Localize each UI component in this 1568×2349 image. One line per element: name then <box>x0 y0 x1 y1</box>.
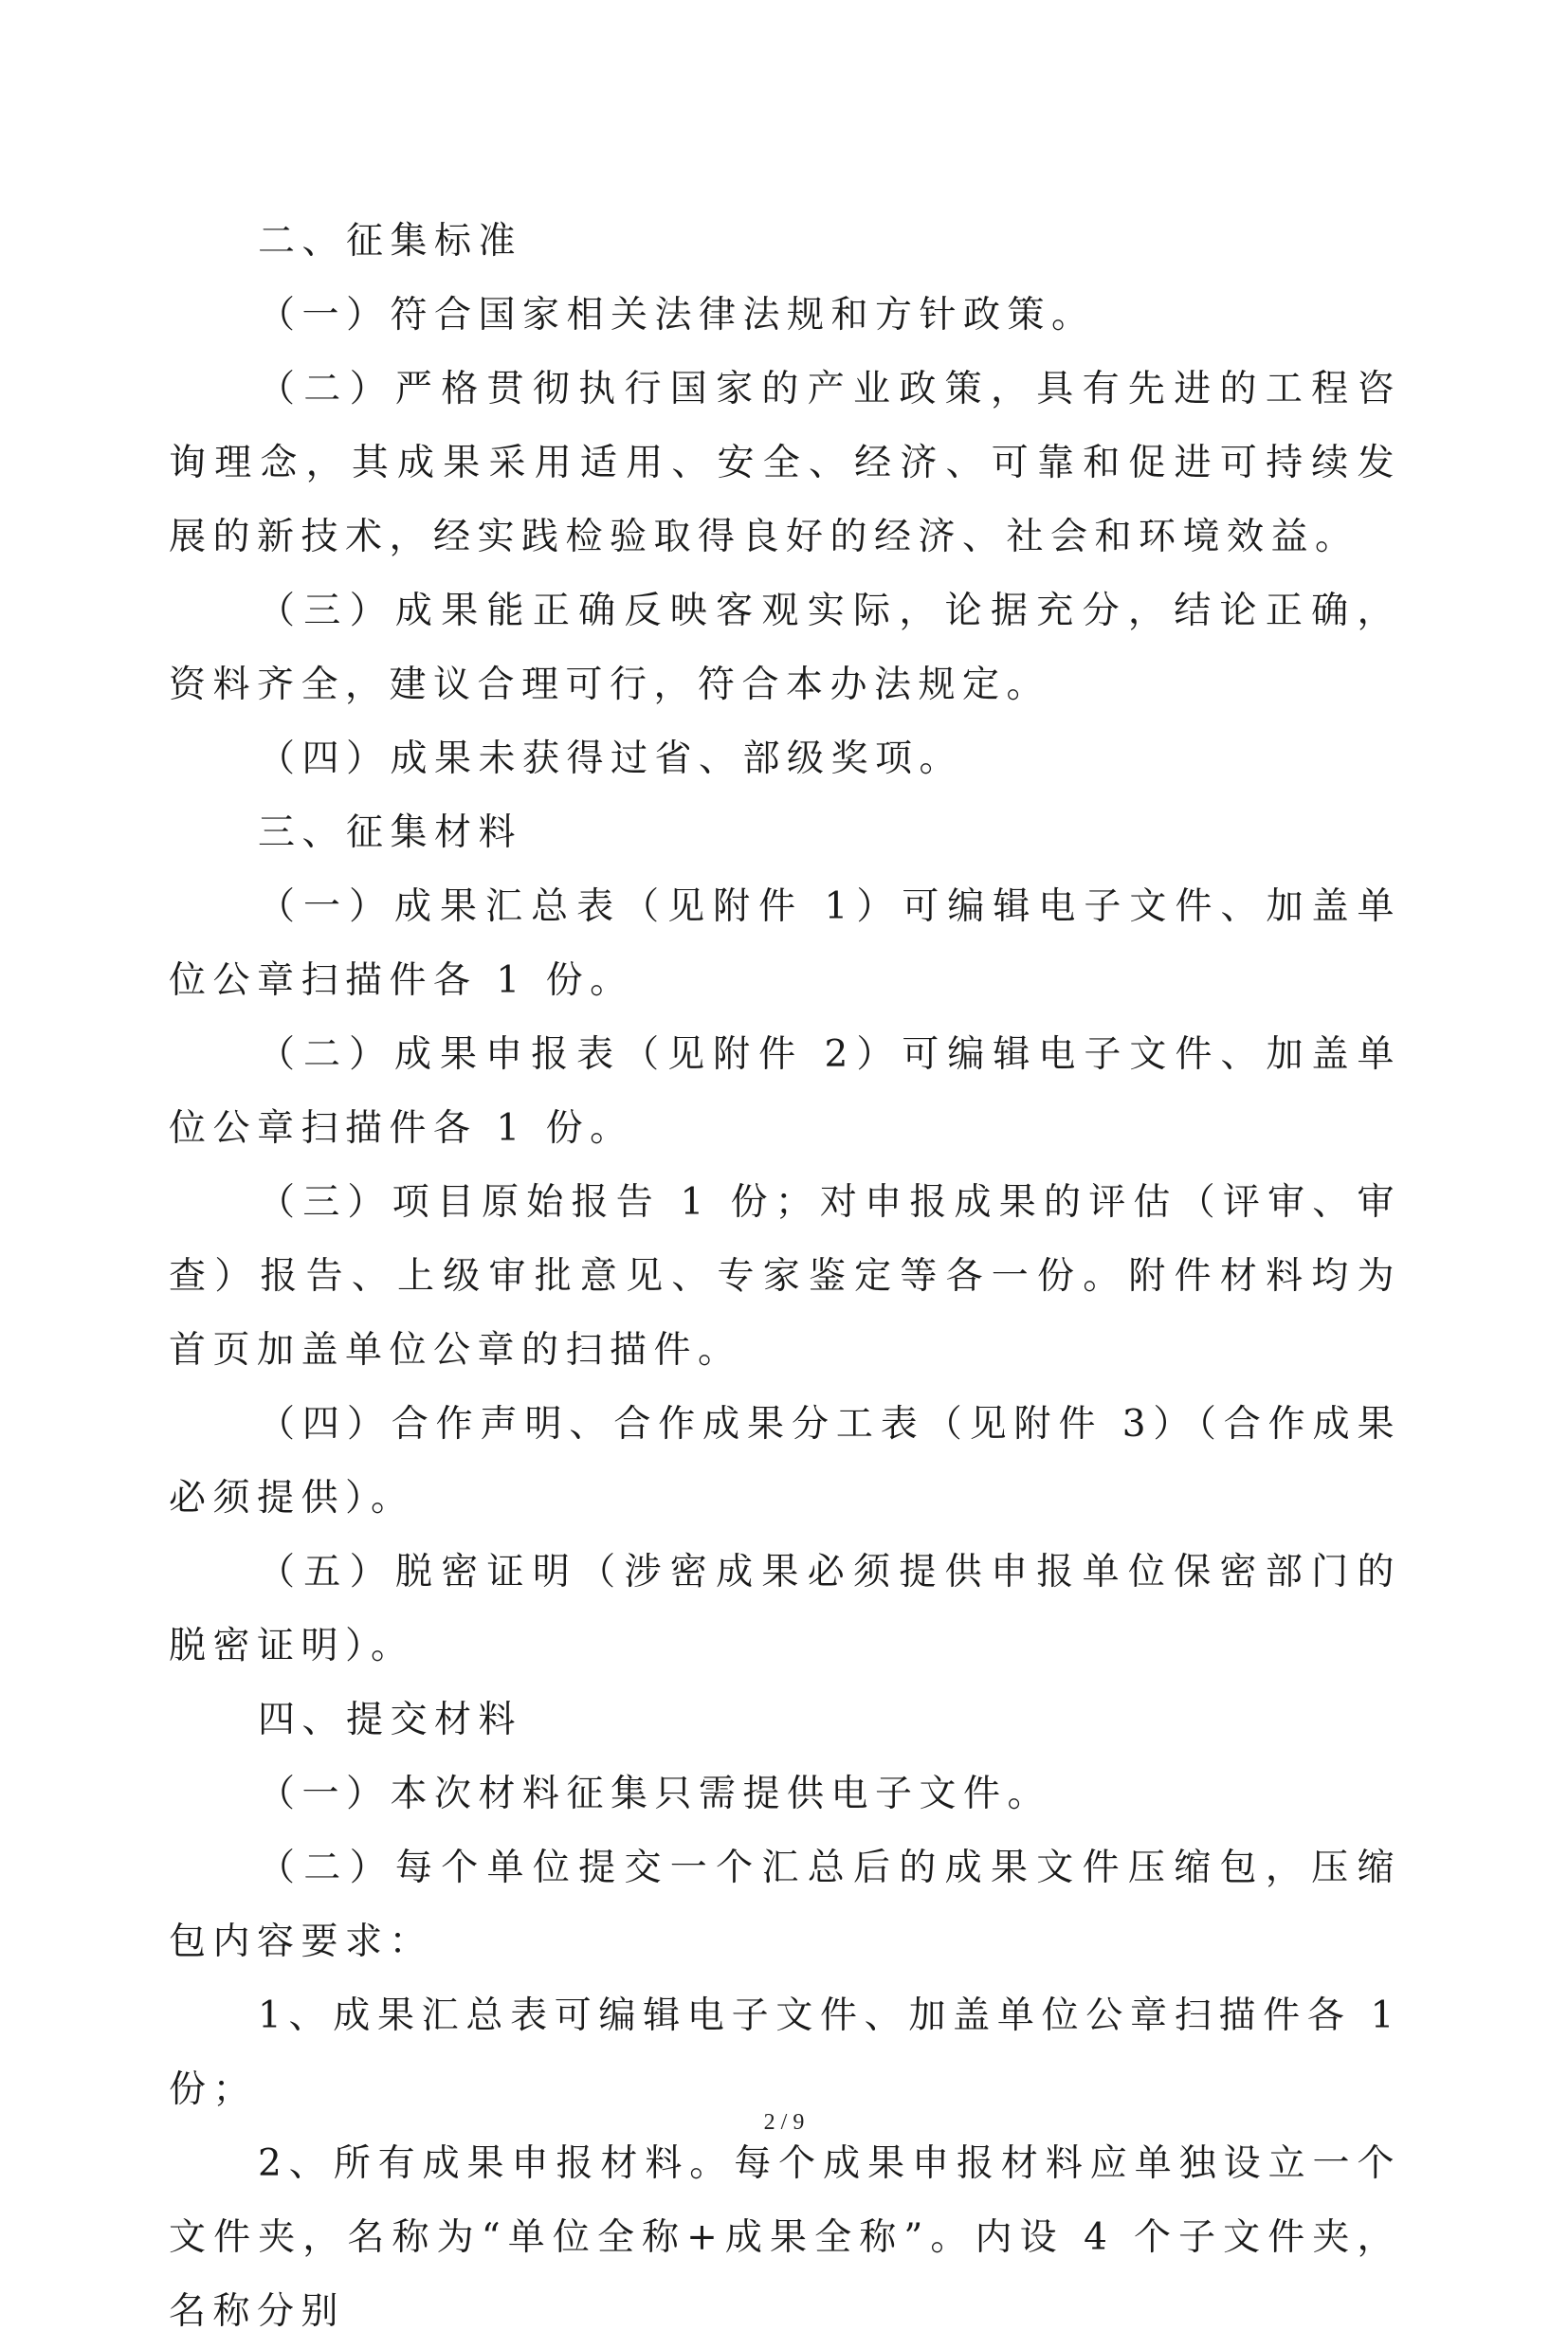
paragraph: （五）脱密证明（涉密成果必须提供申报单位保密部门的脱密证明）。 <box>169 1551 1401 1667</box>
paragraph: 1、成果汇总表可编辑电子文件、加盖单位公章扫描件各 1 份； <box>169 1994 1401 2111</box>
paragraph: （一）成果汇总表（见附件 1）可编辑电子文件、加盖单位公章扫描件各 1 份。 <box>169 885 1401 1002</box>
document-body <box>169 205 1401 2349</box>
paragraph: 2、所有成果申报材料。每个成果申报材料应单独设立一个文件夹，名称为“单位全称+成果全称”。内设 4 个子文件夹，名称分别 <box>169 2142 1401 2333</box>
paragraph: （二）成果申报表（见附件 2）可编辑电子文件、加盖单位公章扫描件各 1 份。 <box>169 1033 1401 1150</box>
section-heading: 二、征集标准 <box>258 220 523 263</box>
paragraph: （三）成果能正确反映客观实际，论据充分，结论正确，资料齐全，建议合理可行，符合本办法规定。 <box>169 590 1401 706</box>
paragraph: （三）项目原始报告 1 份；对申报成果的评估（评审、审查）报告、上级审批意见、专家鉴定等各一份。附件材料均为首页加盖单位公章的扫描件。 <box>169 1181 1401 1372</box>
paragraph: （二）每个单位提交一个汇总后的成果文件压缩包，压缩包内容要求： <box>169 1847 1401 1963</box>
paragraph: （四）成果未获得过省、部级奖项。 <box>258 737 964 780</box>
section-heading: 三、征集材料 <box>258 811 523 854</box>
section-heading: 四、提交材料 <box>258 1699 523 1741</box>
paragraph: （二）严格贯彻执行国家的产业政策，具有先进的工程咨询理念，其成果采用适用、安全、经济、可靠和促进可持续发展的新技术，经实践检验取得良好的经济、社会和环境效益。 <box>169 368 1401 558</box>
paragraph: （四）合作声明、合作成果分工表（见附件 3）（合作成果必须提供）。 <box>169 1403 1401 1520</box>
page-number: 2 / 9 <box>763 2110 805 2135</box>
paragraph: （一）本次材料征集只需提供电子文件。 <box>258 1773 1052 1815</box>
paragraph: （一）符合国家相关法律法规和方针政策。 <box>258 294 1096 337</box>
